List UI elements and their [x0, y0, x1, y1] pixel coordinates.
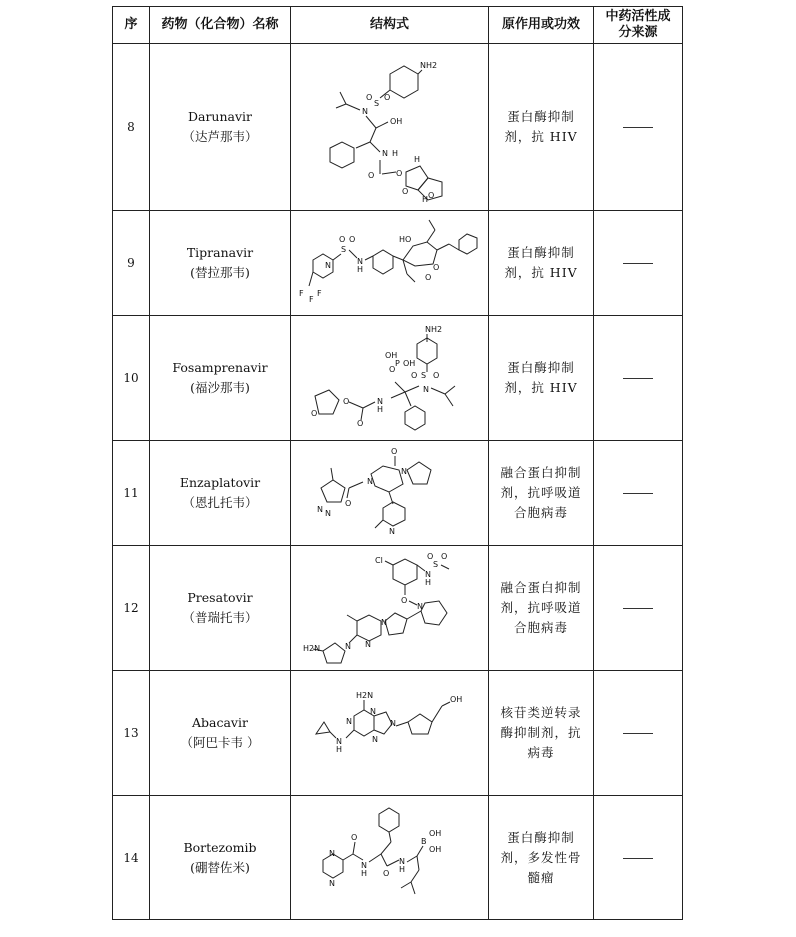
structure-bortezomib [315, 808, 465, 908]
empty-dash [623, 733, 653, 734]
atom-label: OH [389, 117, 402, 126]
atom-label: N [361, 107, 368, 116]
atom-label: N [324, 261, 331, 270]
tcm-source-cell [594, 441, 683, 546]
function-cell: 蛋白酶抑制剂，多发性骨髓瘤 [489, 796, 594, 920]
atom-label: O [367, 171, 374, 180]
atom-label: H [421, 195, 428, 204]
atom-label: N [380, 617, 387, 627]
atom-label: O [427, 191, 434, 200]
structure-abacavir [310, 688, 470, 778]
table-row [113, 441, 683, 546]
table-row [113, 211, 683, 316]
atom-label: OH [428, 844, 441, 854]
tcm-source-cell [594, 796, 683, 920]
drug-name-cell [150, 546, 291, 671]
table-row [113, 44, 683, 211]
table-row [113, 796, 683, 920]
drug-name-en: Tipranavir [186, 245, 254, 260]
atom-label: N [369, 707, 376, 716]
atom-label: O [432, 263, 439, 272]
atom-label: O [365, 93, 372, 102]
function-cell: 融合蛋白抑制剂，抗呼吸道合胞病毒 [489, 546, 594, 671]
function-cell: 蛋白酶抑制剂，抗 HIV [489, 316, 594, 441]
drug-name-cell [150, 671, 291, 796]
atom-label: N [328, 878, 335, 888]
atom-label: N [381, 149, 388, 158]
structure-cell [291, 796, 489, 920]
structure-enzaplatovir [315, 444, 465, 542]
atom-label: O [344, 499, 351, 508]
atom-label: H2N [302, 643, 320, 653]
drug-name-cn: （普瑞托韦） [182, 610, 258, 625]
atom-label: OH [384, 351, 397, 360]
drug-name-cn: （阿巴卡韦 ） [180, 735, 260, 750]
atom-label: O [395, 169, 402, 178]
drug-name-cell [150, 316, 291, 441]
drug-name-cell [150, 796, 291, 920]
atom-label: B [420, 836, 426, 846]
atom-label: S [420, 371, 426, 380]
row-index: 13 [113, 671, 150, 796]
tcm-source-cell [594, 546, 683, 671]
drug-name-en: Bortezomib [183, 839, 257, 855]
atom-label: O [388, 365, 395, 374]
row-index: 8 [113, 44, 150, 211]
header-tcm [594, 7, 683, 44]
atom-label: N [344, 641, 351, 651]
drug-name-cn: (福沙那韦) [190, 380, 250, 395]
atom-label: N [356, 257, 363, 266]
structure-darunavir [310, 52, 470, 202]
header-function: 原作用或功效 [489, 7, 594, 44]
tcm-source-cell [594, 44, 683, 211]
atom-label: O [401, 187, 408, 196]
atom-label: N [416, 601, 423, 611]
atom-label: S [432, 559, 438, 569]
atom-label: O [390, 447, 397, 456]
atom-label: O [338, 235, 345, 244]
atom-label: O [410, 371, 417, 380]
structure-presatovir [302, 551, 475, 666]
drug-name-en: Darunavir [187, 109, 253, 124]
atom-label: O [424, 273, 431, 282]
atom-label: H [391, 149, 398, 158]
function-cell: 核苷类逆转录酶抑制剂，抗病毒 [489, 671, 594, 796]
atom-label: O [440, 551, 447, 561]
row-index: 12 [113, 546, 150, 671]
structure-cell [291, 546, 489, 671]
structure-tipranavir [295, 218, 485, 308]
header-structure: 结构式 [291, 7, 489, 44]
table-row [113, 316, 683, 441]
function-cell: 融合蛋白抑制剂，抗呼吸道合胞病毒 [489, 441, 594, 546]
structure-cell [291, 671, 489, 796]
atom-label: H [398, 864, 405, 874]
drug-name-cn: (硼替佐米) [190, 859, 250, 875]
atom-label: O [383, 93, 390, 102]
drug-name-en: Abacavir [192, 715, 248, 730]
atom-label: OH [402, 359, 415, 368]
atom-label: N [400, 467, 407, 476]
atom-label: O [350, 832, 357, 842]
atom-label: F [308, 295, 314, 304]
structure-cell [291, 211, 489, 316]
atom-label: Cl [374, 555, 383, 565]
structure-cell [291, 316, 489, 441]
function-cell: 蛋白酶抑制剂，抗 HIV [489, 44, 594, 211]
drug-name-cell [150, 211, 291, 316]
header-tcm-line2: 分来源 [618, 25, 658, 40]
structure-fosamprenavir [305, 322, 475, 434]
tcm-source-cell [594, 316, 683, 441]
atom-label: NH2 [424, 325, 442, 334]
atom-label: O [310, 409, 317, 418]
drug-name-en: Fosamprenavir [172, 360, 268, 375]
structure-cell [291, 44, 489, 211]
atom-label: N [424, 569, 431, 579]
header-name: 药物（化合物）名称 [150, 7, 291, 44]
drug-name-cn: （恩扎托韦） [182, 495, 258, 510]
empty-dash [623, 127, 653, 128]
atom-label: HO [398, 235, 411, 244]
atom-label: N [345, 717, 352, 726]
drug-name-cn: （达芦那韦） [182, 129, 258, 144]
atom-label: H [335, 745, 342, 754]
atom-label: OH [449, 695, 462, 704]
atom-label: N [316, 505, 323, 514]
atom-label: F [298, 289, 304, 298]
drug-name-cn: (替拉那韦) [190, 265, 250, 280]
atom-label: S [373, 99, 379, 108]
atom-label: P [394, 359, 400, 368]
atom-label: H [424, 577, 431, 587]
atom-label: NH2 [419, 61, 437, 70]
empty-dash [623, 378, 653, 379]
drug-name-cell [150, 44, 291, 211]
atom-label: O [400, 595, 407, 605]
atom-label: N [422, 385, 429, 394]
function-cell: 蛋白酶抑制剂，抗 HIV [489, 211, 594, 316]
table-row [113, 671, 683, 796]
drug-name-en: Presatovir [187, 590, 253, 605]
atom-label: N [328, 848, 335, 858]
atom-label: H [413, 155, 420, 164]
header-index: 序 [113, 7, 150, 44]
empty-dash [623, 608, 653, 609]
atom-label: O [348, 235, 355, 244]
atom-label: N [371, 735, 378, 744]
atom-label: N [388, 527, 395, 536]
atom-label: N [398, 856, 405, 866]
empty-dash [623, 263, 653, 264]
row-index: 11 [113, 441, 150, 546]
atom-label: O [342, 397, 349, 406]
atom-label: O [426, 551, 433, 561]
atom-label: H2N [355, 691, 373, 700]
empty-dash [623, 493, 653, 494]
atom-label: F [316, 289, 322, 298]
header-row [113, 7, 683, 44]
row-index: 10 [113, 316, 150, 441]
row-index: 14 [113, 796, 150, 920]
drug-name-cell [150, 441, 291, 546]
atom-label: OH [428, 828, 441, 838]
drug-table [112, 6, 683, 920]
drug-name-en: Enzaplatovir [179, 475, 261, 490]
atom-label: N [366, 477, 373, 486]
atom-label: S [340, 245, 346, 254]
row-index: 9 [113, 211, 150, 316]
structure-cell [291, 441, 489, 546]
atom-label: N [364, 639, 371, 649]
empty-dash [623, 858, 653, 859]
atom-label: N [376, 397, 383, 406]
header-tcm-line1: 中药活性成 [605, 9, 671, 24]
atom-label: H [376, 405, 383, 414]
atom-label: N [324, 509, 331, 518]
atom-label: N [360, 860, 367, 870]
atom-label: N [389, 719, 396, 728]
atom-label: H [356, 265, 363, 274]
atom-label: O [432, 371, 439, 380]
tcm-source-cell [594, 671, 683, 796]
atom-label: N [335, 737, 342, 746]
table-row [113, 546, 683, 671]
atom-label: H [360, 868, 367, 878]
atom-label: O [382, 868, 389, 878]
atom-label: O [356, 419, 363, 428]
tcm-source-cell [594, 211, 683, 316]
